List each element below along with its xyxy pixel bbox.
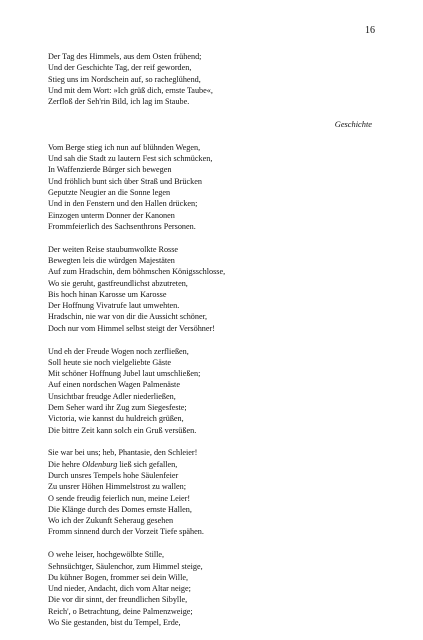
verse-line: Hradschin, nie war von dir die Aussicht schöner, xyxy=(48,312,208,322)
verse-line: Und eh der Freude Wogen noch zerfließen, xyxy=(48,346,189,356)
verse-line: Geputzte Neugier an die Sonne legen xyxy=(48,187,171,197)
verse-line: Reich', o Betrachtung, deine Palmenzweige; xyxy=(48,606,193,616)
verse-line: Auf einen nordschen Wagen Palmenäste xyxy=(48,380,180,390)
italic-name: Oldenburg xyxy=(82,459,118,469)
stanza xyxy=(48,142,378,232)
verse-line: Wo Sie gestanden, bist du Tempel, Erde, xyxy=(48,618,181,628)
section-heading: Geschichte xyxy=(334,119,372,129)
verse-line: Sie war bei uns; heb, Phantasie, den Schleier! xyxy=(48,448,198,458)
verse-line: Bewegten leis die würdgen Majestäten xyxy=(48,255,175,265)
verse-line: Vom Berge stieg ich nun auf blühnden Wegen, xyxy=(48,142,201,152)
verse-line: Durch unsres Tempels hohe Säulenfeier xyxy=(48,471,179,480)
verse-line: Auf zum Hradschin, dem böhmschen Königsschlosse, xyxy=(48,267,226,277)
poem-body xyxy=(48,51,378,640)
verse-line: In Waffenzierde Bürger sich bewegen xyxy=(48,165,172,175)
verse-line: Und nieder, Andacht, dich vom Altar neige; xyxy=(48,584,191,594)
verse-line: Unsichtbar freudge Adler niederließen, xyxy=(48,391,176,401)
verse-line: Und mit dem Wort: »Ich grüß dich, ernste Taube«, xyxy=(48,85,213,95)
verse-line: Sehnsüchtger, Säulenchor, zum Himmel steige, xyxy=(48,561,203,571)
verse-line: Mit schöner Hoffnung Jubel laut umschließen; xyxy=(48,369,201,379)
stanza xyxy=(48,447,378,537)
verse-line: Und der Geschichte Tag, der reif geworden, xyxy=(48,63,192,73)
verse-line: O sende freudig feierlich nun, meine Leier! xyxy=(48,493,191,503)
verse-line: Victoria, wie kannst du huldreich grüßen, xyxy=(48,414,184,424)
verse-line: Doch nur vom Himmel selbst steigt der Versöhner! xyxy=(48,323,215,333)
verse-line: Der Hoffnung Vivatrufe laut umwehten. xyxy=(48,301,180,311)
verse-line: Die vor dir sinnt, der freundlichen Sibylle, xyxy=(48,595,188,605)
stanza xyxy=(48,346,378,436)
verse-line: Die hehre Oldenburg ließ sich gefallen, xyxy=(48,459,178,469)
verse-line: Stieg uns im Nordschein auf, so racheglühend, xyxy=(48,74,201,84)
verse-line: Zu unsrer Höhen Himmelstrost zu wallen; xyxy=(48,482,187,492)
verse-line: Fromm sinnend durch der Vorzeit Tiefe spähen. xyxy=(48,527,204,537)
verse-line: Frommfeierlich des Sachsenthrons Personen. xyxy=(48,221,196,231)
stanza xyxy=(48,244,378,334)
verse-line: Und sah die Stadt zu lautern Fest sich schmücken, xyxy=(48,154,213,164)
verse-line: Wo sie geruht, gastfreundlichst abzutreten, xyxy=(48,278,188,288)
verse-line: Die Klänge durch des Domes ernste Hallen, xyxy=(48,504,192,514)
verse-line: O wehe leiser, hochgewölbte Stille, xyxy=(48,550,165,560)
verse-line: Und in den Fenstern und den Hallen drücken; xyxy=(48,199,198,209)
verse-line: Die bittre Zeit kann solch ein Gruß versüßen. xyxy=(48,425,197,435)
page-number: 16 xyxy=(365,25,375,36)
verse-line: Und fröhlich bunt sich über Straß und Brücken xyxy=(48,176,202,186)
stanza xyxy=(48,549,378,628)
verse-line: Der weiten Reise staubumwolkte Rosse xyxy=(48,244,179,254)
verse-line: Zerfloß der Seh'rin Bild, ich lag im Staube. xyxy=(48,97,190,107)
verse-line: Der Tag des Himmels, aus dem Osten frühend; xyxy=(48,52,202,61)
verse-line: Du kühner Bogen, frommer sei dein Wille, xyxy=(48,572,189,582)
verse-line: Bis hoch hinan Karosse um Karosse xyxy=(48,289,167,299)
stanza xyxy=(48,51,378,107)
verse-line: Wo ich der Zukunft Seheraug gesehen xyxy=(48,516,174,526)
verse-line: Einzogen unterm Donner der Kanonen xyxy=(48,210,175,220)
verse-line: Dem Seher ward ihr Zug zum Siegesfeste; xyxy=(48,403,187,413)
verse-line: Soll heute sie noch vielgeliebte Gäste xyxy=(48,357,172,367)
